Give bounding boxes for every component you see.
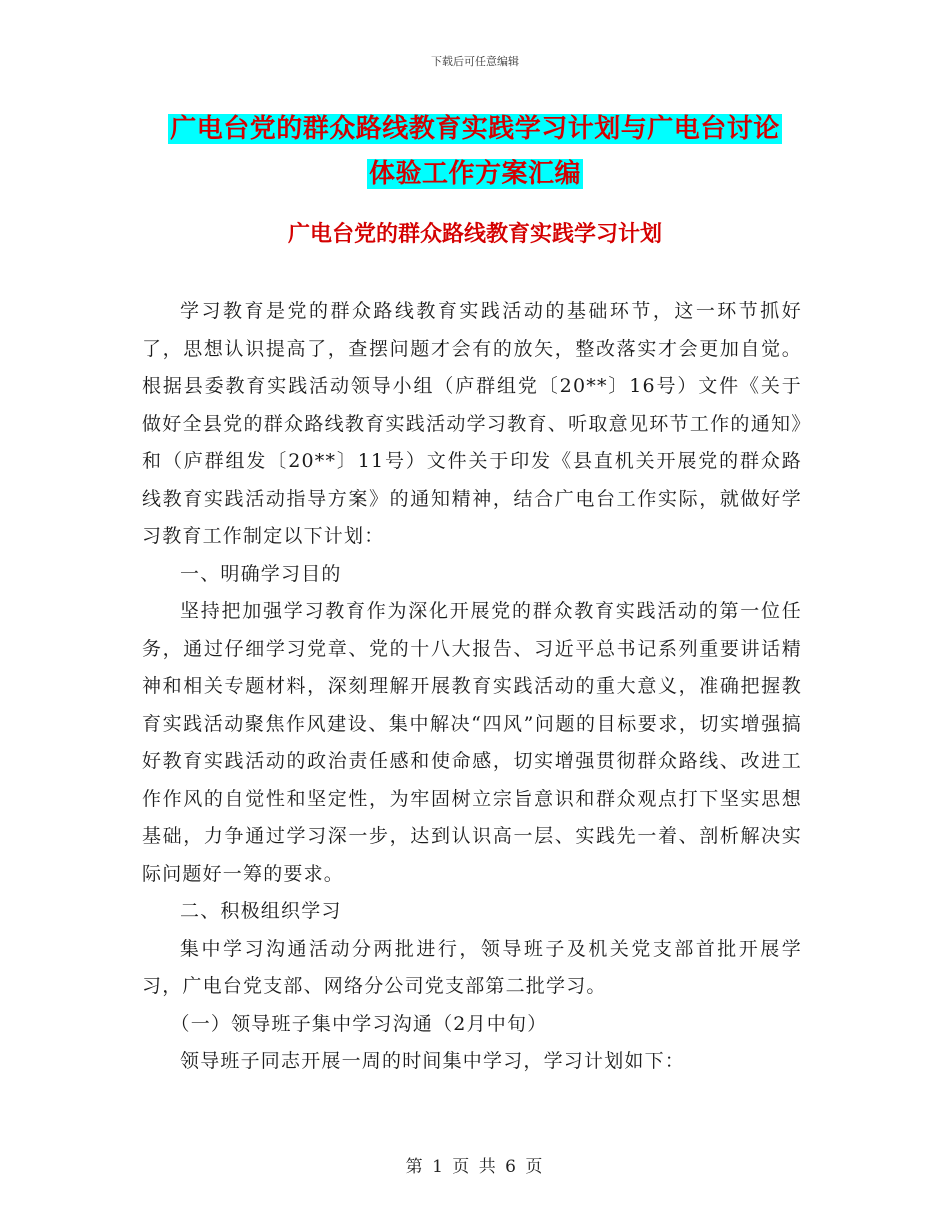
paragraph: 领导班子同志开展一周的时间集中学习，学习计划如下： — [180, 1050, 686, 1072]
paragraph: 坚持把加强学习教育作为深化开展党的群众教育实践活动的第一位任务，通过仔细学习党章、党的十八大报告、习近平总书记系列重要讲话精神和相关专题材料，深刻理解开展教育实践活动的重大意义，准确把握教育实践活动聚焦作风建设、集中解决“四风”问题的目标要求，切实增强搞好教育实践活动的政治责任感和使命感，切实增强贯彻群众路线、改进工作作风的自觉性和坚定性，为牢固树立宗旨意识和群众观点打下坚实思想基础，力争通过学习深一步，达到认识高一层、实践先一着、剖析解决实际问题好一筹的要求。 — [142, 600, 802, 885]
subheading: （一）领导班子集中学习沟通（2月中旬） — [170, 1012, 548, 1035]
heading-2: 二、积极组织学习 — [180, 900, 342, 922]
header-note: 下载后可任意编辑 — [431, 55, 519, 68]
paragraph: 集中学习沟通活动分两批进行，领导班子及机关党支部首批开展学习，广电台党支部、网络分公司党支部第二批学习。 — [142, 937, 802, 997]
heading-1: 一、明确学习目的 — [180, 562, 342, 585]
intro-paragraph: 学习教育是党的群众路线教育实践活动的基础环节，这一环节抓好了，思想认识提高了，查摆问题才会有的放矢，整改落实才会更加自觉。根据县委教育实践活动领导小组（庐群组党〔20**〕16号）文件《关于做好全县党的群众路线教育实践活动学习教育、听取意见环节工作的通知》和（庐群组发〔20**〕11号）文件关于印发《县直机关开展党的群众路线教育实践活动指导方案》的通知精神，结合广电台工作实际，就做好学习教育工作制定以下计划： — [142, 300, 802, 547]
document-title-line-2: 体验工作方案汇编 — [368, 159, 581, 189]
document-title-line-1: 广电台党的群众路线教育实践学习计划与广电台讨论 — [170, 114, 780, 144]
document-body — [142, 293, 802, 1081]
page-footer: 第 1 页 共 6 页 — [405, 1157, 545, 1177]
section-title: 广电台党的群众路线教育实践学习计划 — [287, 222, 662, 247]
